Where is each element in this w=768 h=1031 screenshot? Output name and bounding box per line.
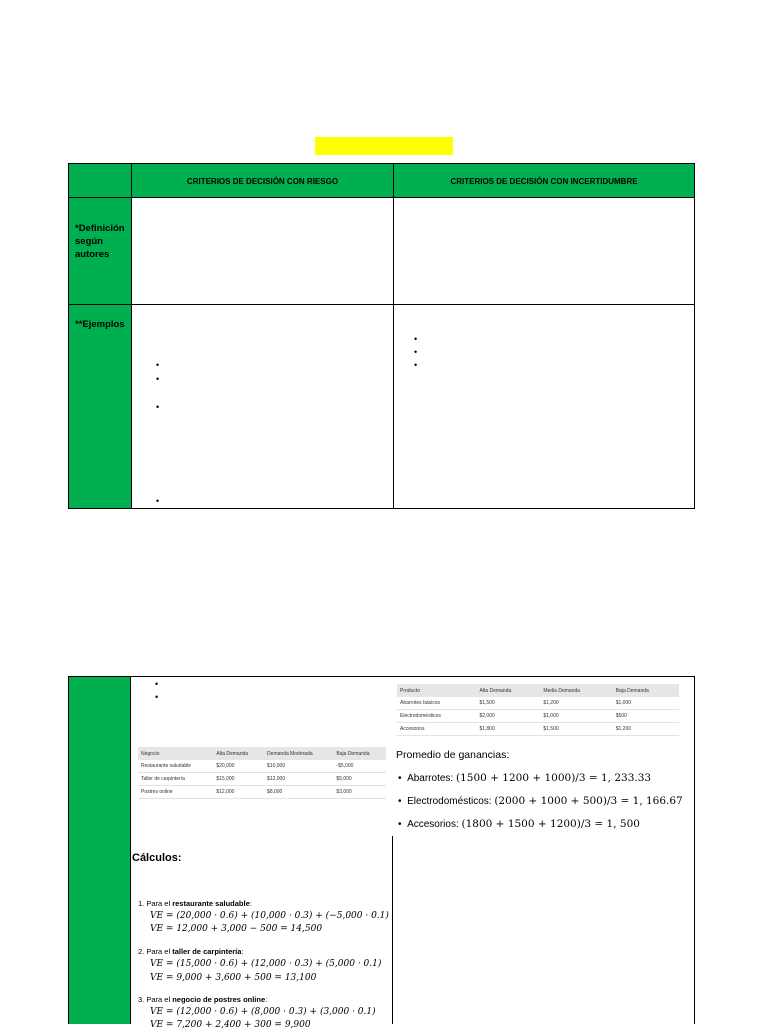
table-header: Alta Demanda — [476, 684, 540, 697]
calc-step — [138, 994, 267, 1005]
step-subject: restaurante saludable — [172, 899, 250, 908]
table-cell: Electrodomésticos — [397, 710, 476, 723]
list-item: • Electrodomésticos: (2000 + 1000 + 500)/3 = 1, 166.67 — [398, 795, 683, 807]
step-text: Para el — [146, 947, 173, 956]
table-cell: -$5,000 — [333, 760, 386, 773]
table-cell: $10,000 — [264, 760, 333, 773]
average-title: Promedio de ganancias: — [396, 749, 510, 761]
table-cell: $500 — [613, 710, 679, 723]
table-cell: $1,200 — [613, 723, 679, 736]
equation: VE = (15,000 · 0.6) + (12,000 · 0.3) + (5,000 · 0.1) — [150, 959, 382, 969]
table-row — [138, 760, 386, 773]
avg-label: Accesorios: — [407, 819, 459, 830]
label-column-green — [69, 164, 131, 508]
step-subject: negocio de postres online — [172, 995, 266, 1004]
label-column-green — [69, 677, 130, 1024]
step-text: Para el — [146, 899, 173, 908]
equation: VE = (12,000 · 0.6) + (8,000 · 0.3) + (3,000 · 0.1) — [150, 1007, 376, 1017]
avg-formula: (2000 + 1000 + 500)/3 = 1, 166.67 — [494, 795, 683, 807]
table-header: Baja Demanda — [333, 747, 386, 760]
header-risk: CRITERIOS DE DECISIÓN CON RIESGO — [186, 176, 339, 186]
criteria-table — [68, 163, 695, 509]
step-number: 3. — [138, 995, 145, 1004]
divider — [69, 304, 694, 305]
avg-formula: (1500 + 1200 + 1000)/3 = 1, 233.33 — [455, 772, 652, 784]
avg-formula: (1800 + 1500 + 1200)/3 = 1, 500 — [461, 818, 640, 830]
step-text: Para el — [146, 995, 173, 1004]
step-text: : — [249, 899, 252, 908]
step-number: 1. — [138, 899, 145, 908]
step-text: : — [241, 947, 244, 956]
table-cell: $1,800 — [476, 723, 540, 736]
bullet: • — [156, 496, 160, 506]
table-row — [397, 697, 679, 710]
equation: VE = 9,000 + 3,600 + 500 = 13,100 — [150, 973, 317, 983]
table-cell: $3,000 — [333, 786, 386, 799]
header-uncertainty: CRITERIOS DE DECISIÓN CON INCERTIDUMBRE — [450, 176, 638, 186]
table-cell: $1,000 — [613, 697, 679, 710]
divider — [131, 164, 132, 508]
bullet: • — [414, 347, 418, 357]
bullet: • — [156, 360, 160, 370]
equation: VE = 7,200 + 2,400 + 300 = 9,900 — [150, 1020, 311, 1030]
table-cell: Accesorios — [397, 723, 476, 736]
table-cell: $15,000 — [213, 773, 264, 786]
step-number: 2. — [138, 947, 145, 956]
table-header: Producto — [397, 684, 476, 697]
table-cell: Postres online — [138, 786, 213, 799]
bullet: • — [155, 692, 159, 702]
table-cell: $1,500 — [476, 697, 540, 710]
table-cell: $8,000 — [264, 786, 333, 799]
table-header: Demanda Moderada — [264, 747, 333, 760]
table-cell: $2,000 — [476, 710, 540, 723]
table-cell: $1,200 — [540, 697, 612, 710]
step-subject: taller de carpintería — [172, 947, 242, 956]
avg-label: Electrodomésticos: — [407, 796, 492, 807]
table-row — [138, 773, 386, 786]
bullet: • — [156, 402, 160, 412]
yellow-highlight-bar — [315, 137, 453, 155]
table-row — [138, 786, 386, 799]
equation: VE = 12,000 + 3,000 − 500 = 14,500 — [150, 924, 323, 934]
table-row — [397, 723, 679, 736]
bullet: • — [414, 360, 418, 370]
bullet: • — [155, 679, 159, 689]
examples-continuation — [68, 676, 695, 1030]
table-cell: Taller de carpintería — [138, 773, 213, 786]
table-header: Negocio — [138, 747, 213, 760]
table-header: Alta Demanda — [213, 747, 264, 760]
bullet: • — [414, 334, 418, 344]
table-cell: $12,000 — [213, 786, 264, 799]
avg-label: Abarrotes: — [407, 773, 454, 784]
divider — [130, 676, 131, 1024]
table-cell: $1,500 — [540, 723, 612, 736]
row-label-definition: *Definición según autores — [75, 223, 125, 260]
calc-step — [138, 946, 244, 957]
table-cell: $5,000 — [333, 773, 386, 786]
step-text: : — [265, 995, 268, 1004]
calculations-title: Cálculos: — [132, 852, 182, 864]
calc-step — [138, 898, 252, 909]
divider — [393, 164, 394, 508]
table-row — [397, 710, 679, 723]
equation: VE = (20,000 · 0.6) + (10,000 · 0.3) + (−5,000 · 0.1) — [150, 911, 389, 921]
table-cell: $20,000 — [213, 760, 264, 773]
row-label-examples: **Ejemplos — [75, 319, 125, 330]
bullet: • — [156, 374, 160, 384]
risk-payoff-table — [138, 747, 386, 799]
table-cell: Restaurante saludable — [138, 760, 213, 773]
table-cell: $12,000 — [264, 773, 333, 786]
table-cell: $1,000 — [540, 710, 612, 723]
table-header: Media Demanda — [540, 684, 612, 697]
divider — [392, 836, 393, 1024]
uncertainty-payoff-table — [397, 684, 679, 736]
table-cell: Abarrotes básicos — [397, 697, 476, 710]
table-header: Baja Demanda — [613, 684, 679, 697]
list-item: • Accesorios: (1800 + 1500 + 1200)/3 = 1, 500 — [398, 818, 640, 830]
list-item: • Abarrotes: (1500 + 1200 + 1000)/3 = 1, 233.33 — [398, 772, 652, 784]
